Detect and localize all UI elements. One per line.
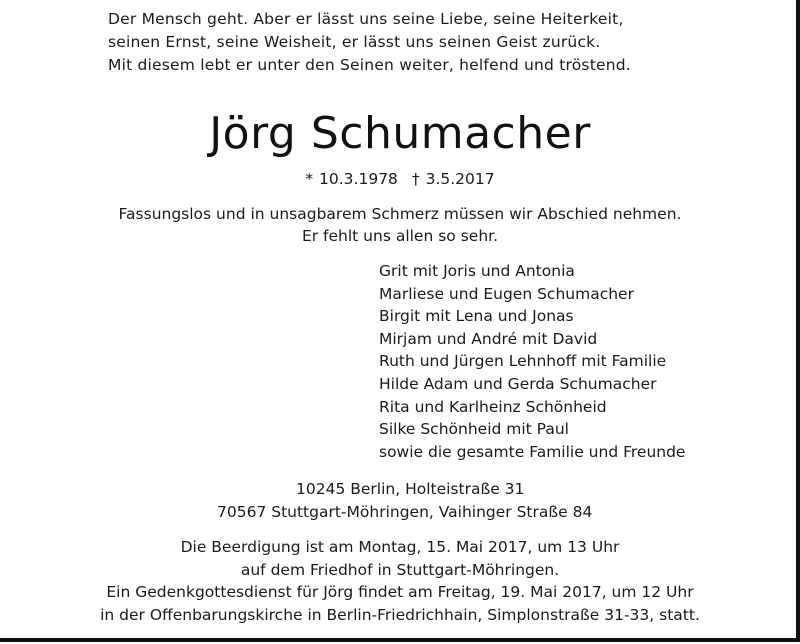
mourning-line: Er fehlt uns allen so sehr. — [301, 227, 499, 245]
death-date: † 3.5.2017 — [411, 170, 495, 188]
birth-date: * 10.3.1978 — [305, 170, 398, 188]
mourner-entry: Ruth und Jürgen Lehnhoff mit Familie — [379, 352, 667, 371]
mourners-list — [379, 260, 685, 463]
motto-line: seinen Ernst, seine Weisheit, er lässt uns seinen Geist zurück. — [108, 33, 601, 51]
mourner-entry: Hilde Adam und Gerda Schumacher — [379, 374, 657, 393]
address-berlin: 10245 Berlin, Holteistraße 31 — [296, 480, 525, 498]
mourner-entry: Birgit mit Lena und Jonas — [379, 307, 574, 326]
mourner-entry: Marliese und Eugen Schumacher — [379, 284, 634, 303]
funeral-line: in der Offenbarungskirche in Berlin-Friedrichhain, Simplonstraße 31-33, statt. — [100, 605, 700, 624]
funeral-line: Ein Gedenkgottesdienst für Jörg findet am Freitag, 19. Mai 2017, um 12 Uhr — [106, 583, 694, 601]
mourner-entry: Grit mit Joris und Antonia — [379, 262, 575, 280]
life-dates — [0, 168, 800, 190]
motto-line: Der Mensch geht. Aber er lässt uns seine Liebe, seine Heiterkeit, — [108, 10, 624, 28]
funeral-line: auf dem Friedhof in Stuttgart-Möhringen. — [240, 560, 560, 579]
motto-line: Mit diesem lebt er unter den Seinen weiter, helfend und tröstend. — [108, 56, 631, 74]
mourning-text — [0, 203, 800, 247]
deceased-name: Jörg Schumacher — [209, 108, 591, 159]
border-bottom — [0, 638, 800, 642]
mourner-entry: Mirjam und André mit David — [379, 329, 598, 348]
mourner-entry: Silke Schönheid mit Paul — [379, 420, 569, 439]
funeral-line: Die Beerdigung ist am Montag, 15. Mai 2017, um 13 Uhr — [180, 538, 620, 556]
mourner-entry: Rita und Karlheinz Schönheid — [379, 397, 607, 416]
funeral-details — [0, 536, 800, 626]
motto-quote — [108, 8, 631, 77]
address-stuttgart: 70567 Stuttgart-Möhringen, Vaihinger Straße 84 — [217, 503, 593, 521]
mourning-line: Fassungslos und in unsagbarem Schmerz müssen wir Abschied nehmen. — [118, 205, 682, 223]
mourner-entry: sowie die gesamte Familie und Freunde — [379, 442, 686, 461]
